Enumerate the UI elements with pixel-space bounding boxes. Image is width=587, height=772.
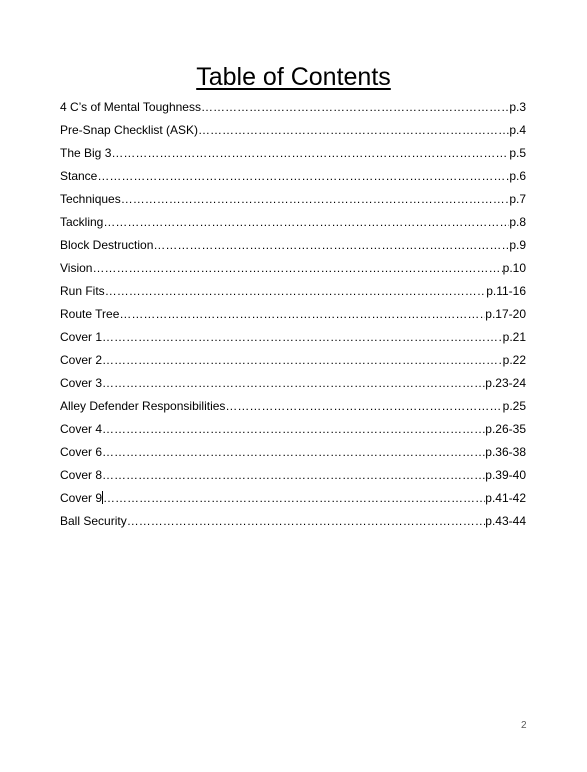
toc-entry[interactable] — [60, 142, 526, 165]
toc-entry-label: Cover 3 — [60, 376, 103, 390]
page-number: 2 — [521, 720, 527, 731]
toc-entry-page: p.9 — [509, 238, 526, 252]
toc-entry[interactable] — [60, 418, 526, 441]
toc-entry[interactable] — [60, 211, 526, 234]
toc-entry-label: Ball Security — [60, 514, 127, 528]
toc-entry-label: Block Destruction — [60, 238, 154, 252]
toc-entry-page: p.39-40 — [485, 468, 526, 482]
toc-entry[interactable] — [60, 257, 526, 280]
toc-entry-label: Vision — [60, 261, 93, 275]
toc-entry[interactable] — [60, 487, 526, 510]
toc-entry-label: Stance — [60, 169, 98, 183]
toc-entry-label: Techniques — [60, 192, 121, 206]
dot-leader — [121, 188, 510, 211]
toc-entry[interactable] — [60, 188, 526, 211]
toc-entry-label — [60, 487, 103, 510]
dot-leader — [153, 234, 509, 257]
toc-entry-page: p.22 — [502, 353, 526, 367]
toc-entry[interactable] — [60, 303, 526, 326]
toc-entry-label: Tackling — [60, 215, 104, 229]
toc-entry-page: p.5 — [509, 146, 526, 160]
page-title: Table of Contents — [196, 63, 391, 91]
toc-entry-label: Pre-Snap Checklist (ASK) — [60, 123, 199, 137]
toc-entry-page: p.17-20 — [485, 307, 526, 321]
toc-entry-page: p.25 — [502, 399, 526, 413]
toc-entry-label: Route Tree — [60, 307, 120, 321]
toc-entry-label: Cover 2 — [60, 353, 103, 367]
toc-entry[interactable] — [60, 510, 526, 533]
toc-entry-page: p.23-24 — [485, 376, 526, 390]
toc-entry-page: p.10 — [502, 261, 526, 275]
dot-leader — [102, 372, 485, 395]
toc-entry-label: The Big 3 — [60, 146, 112, 160]
toc-entry-page: p.3 — [509, 100, 526, 114]
toc-entry[interactable] — [60, 326, 526, 349]
toc-entry[interactable] — [60, 119, 526, 142]
dot-leader — [103, 487, 485, 510]
dot-leader — [127, 510, 486, 533]
dot-leader — [102, 326, 503, 349]
toc-entry-label: Run Fits — [60, 284, 105, 298]
dot-leader — [201, 96, 509, 119]
toc-entry-page: p.4 — [509, 123, 526, 137]
toc-entry[interactable] — [60, 441, 526, 464]
toc-entry-label: Cover 4 — [60, 422, 103, 436]
dot-leader — [111, 142, 509, 165]
toc-entry-page: p.6 — [509, 169, 526, 183]
toc-entry[interactable] — [60, 165, 526, 188]
toc-entry[interactable] — [60, 464, 526, 487]
dot-leader — [225, 395, 502, 418]
toc-entry-page: p.8 — [509, 215, 526, 229]
toc-entry-label: 4 C’s of Mental Toughness — [60, 100, 201, 114]
toc-entry-page: p.11-16 — [486, 284, 526, 298]
toc-entry-label: Cover 6 — [60, 445, 103, 459]
table-of-contents — [60, 96, 526, 533]
toc-entry[interactable] — [60, 234, 526, 257]
toc-entry-page: p.36-38 — [485, 445, 526, 459]
dot-leader — [102, 464, 485, 487]
toc-entry[interactable] — [60, 96, 526, 119]
dot-leader — [105, 280, 487, 303]
toc-entry-label: Alley Defender Responsibilities — [60, 399, 226, 413]
toc-entry-page: p.21 — [502, 330, 526, 344]
dot-leader — [103, 211, 509, 234]
dot-leader — [119, 303, 485, 326]
toc-entry-page: p.43-44 — [485, 514, 526, 528]
toc-entry-label-text: Cover 9 — [60, 491, 103, 505]
toc-entry-page: p.26-35 — [485, 422, 526, 436]
dot-leader — [102, 349, 503, 372]
toc-entry-label: Cover 1 — [60, 330, 103, 344]
toc-entry[interactable] — [60, 372, 526, 395]
toc-entry[interactable] — [60, 395, 526, 418]
dot-leader — [102, 441, 485, 464]
dot-leader — [198, 119, 509, 142]
toc-entry[interactable] — [60, 280, 526, 303]
dot-leader — [97, 165, 509, 188]
toc-entry-page: p.41-42 — [485, 491, 526, 505]
toc-entry[interactable] — [60, 349, 526, 372]
dot-leader — [92, 257, 502, 280]
toc-entry-page: p.7 — [509, 192, 526, 206]
toc-entry-label: Cover 8 — [60, 468, 103, 482]
dot-leader — [102, 418, 485, 441]
